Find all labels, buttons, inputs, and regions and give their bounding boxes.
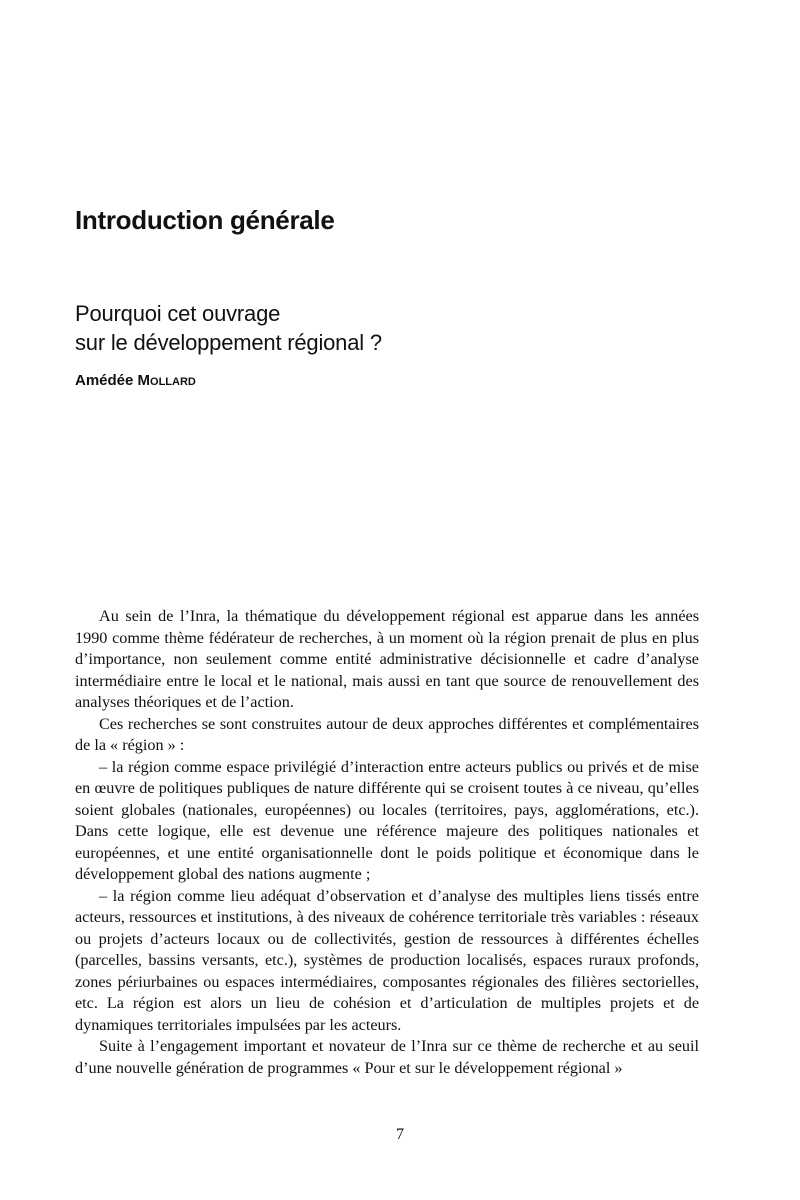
- author-last-name: Mollard: [137, 372, 196, 389]
- paragraph: Suite à l’engagement important et novateur de l’Inra sur ce thème de recherche et au seuil d’une nouvelle génération de programmes « Pour et sur le développement régional »: [75, 1037, 699, 1077]
- section-title-line-1: Pourquoi cet ouvrage: [75, 301, 281, 326]
- section-title: [75, 299, 382, 357]
- author-first-name: Amédée: [75, 372, 134, 389]
- paragraph: – la région comme espace privilégié d’interaction entre acteurs publics ou privés et de mise en œuvre de politiques publiques de nature différente qui se croisent toutes à ce niveau, qu’elles soient globales (nationales, européennes) ou locales (territoires, pays, agglomérations, etc.). Dans cette logique, elle est devenue une référence majeure des politiques nationales et européennes, et une entité organisationnelle dont le poids politique et économique dans le développement global des nations augmente ;: [75, 757, 699, 883]
- chapter-title: Introduction générale: [75, 205, 335, 235]
- body-text: [75, 606, 699, 1079]
- paragraph: Ces recherches se sont construites autour de deux approches différentes et complémentaires de la « région » :: [75, 714, 699, 754]
- paragraph: – la région comme lieu adéquat d’observation et d’analyse des multiples liens tissés entre acteurs, ressources et institutions, à des niveaux de cohérence territoriale très variables : réseaux ou projets d’acteurs locaux ou de collectivités, gestion de ressources à différentes échelles (parcelles, bassins versants, etc.), systèmes de production localisés, espaces ruraux profonds, zones périurbaines ou espaces intermédiaires, composantes régionales des filières sectorielles, etc. La région est alors un lieu de cohésion et d’articulation de multiples projets et de dynamiques territoriales impulsées par les acteurs.: [75, 886, 699, 1034]
- page-number: 7: [396, 1126, 404, 1143]
- section-title-line-2: sur le développement régional ?: [75, 330, 382, 355]
- author-name: [75, 371, 196, 391]
- paragraph: Au sein de l’Inra, la thématique du développement régional est apparue dans les années 1990 comme thème fédérateur de recherches, à un moment où la région prenait de plus en plus d’importance, non seulement comme entité administrative décisionnelle et cadre d’analyse intermédiaire entre le local et le national, mais aussi en tant que source de renouvellement des analyses théoriques et de l’action.: [75, 607, 699, 711]
